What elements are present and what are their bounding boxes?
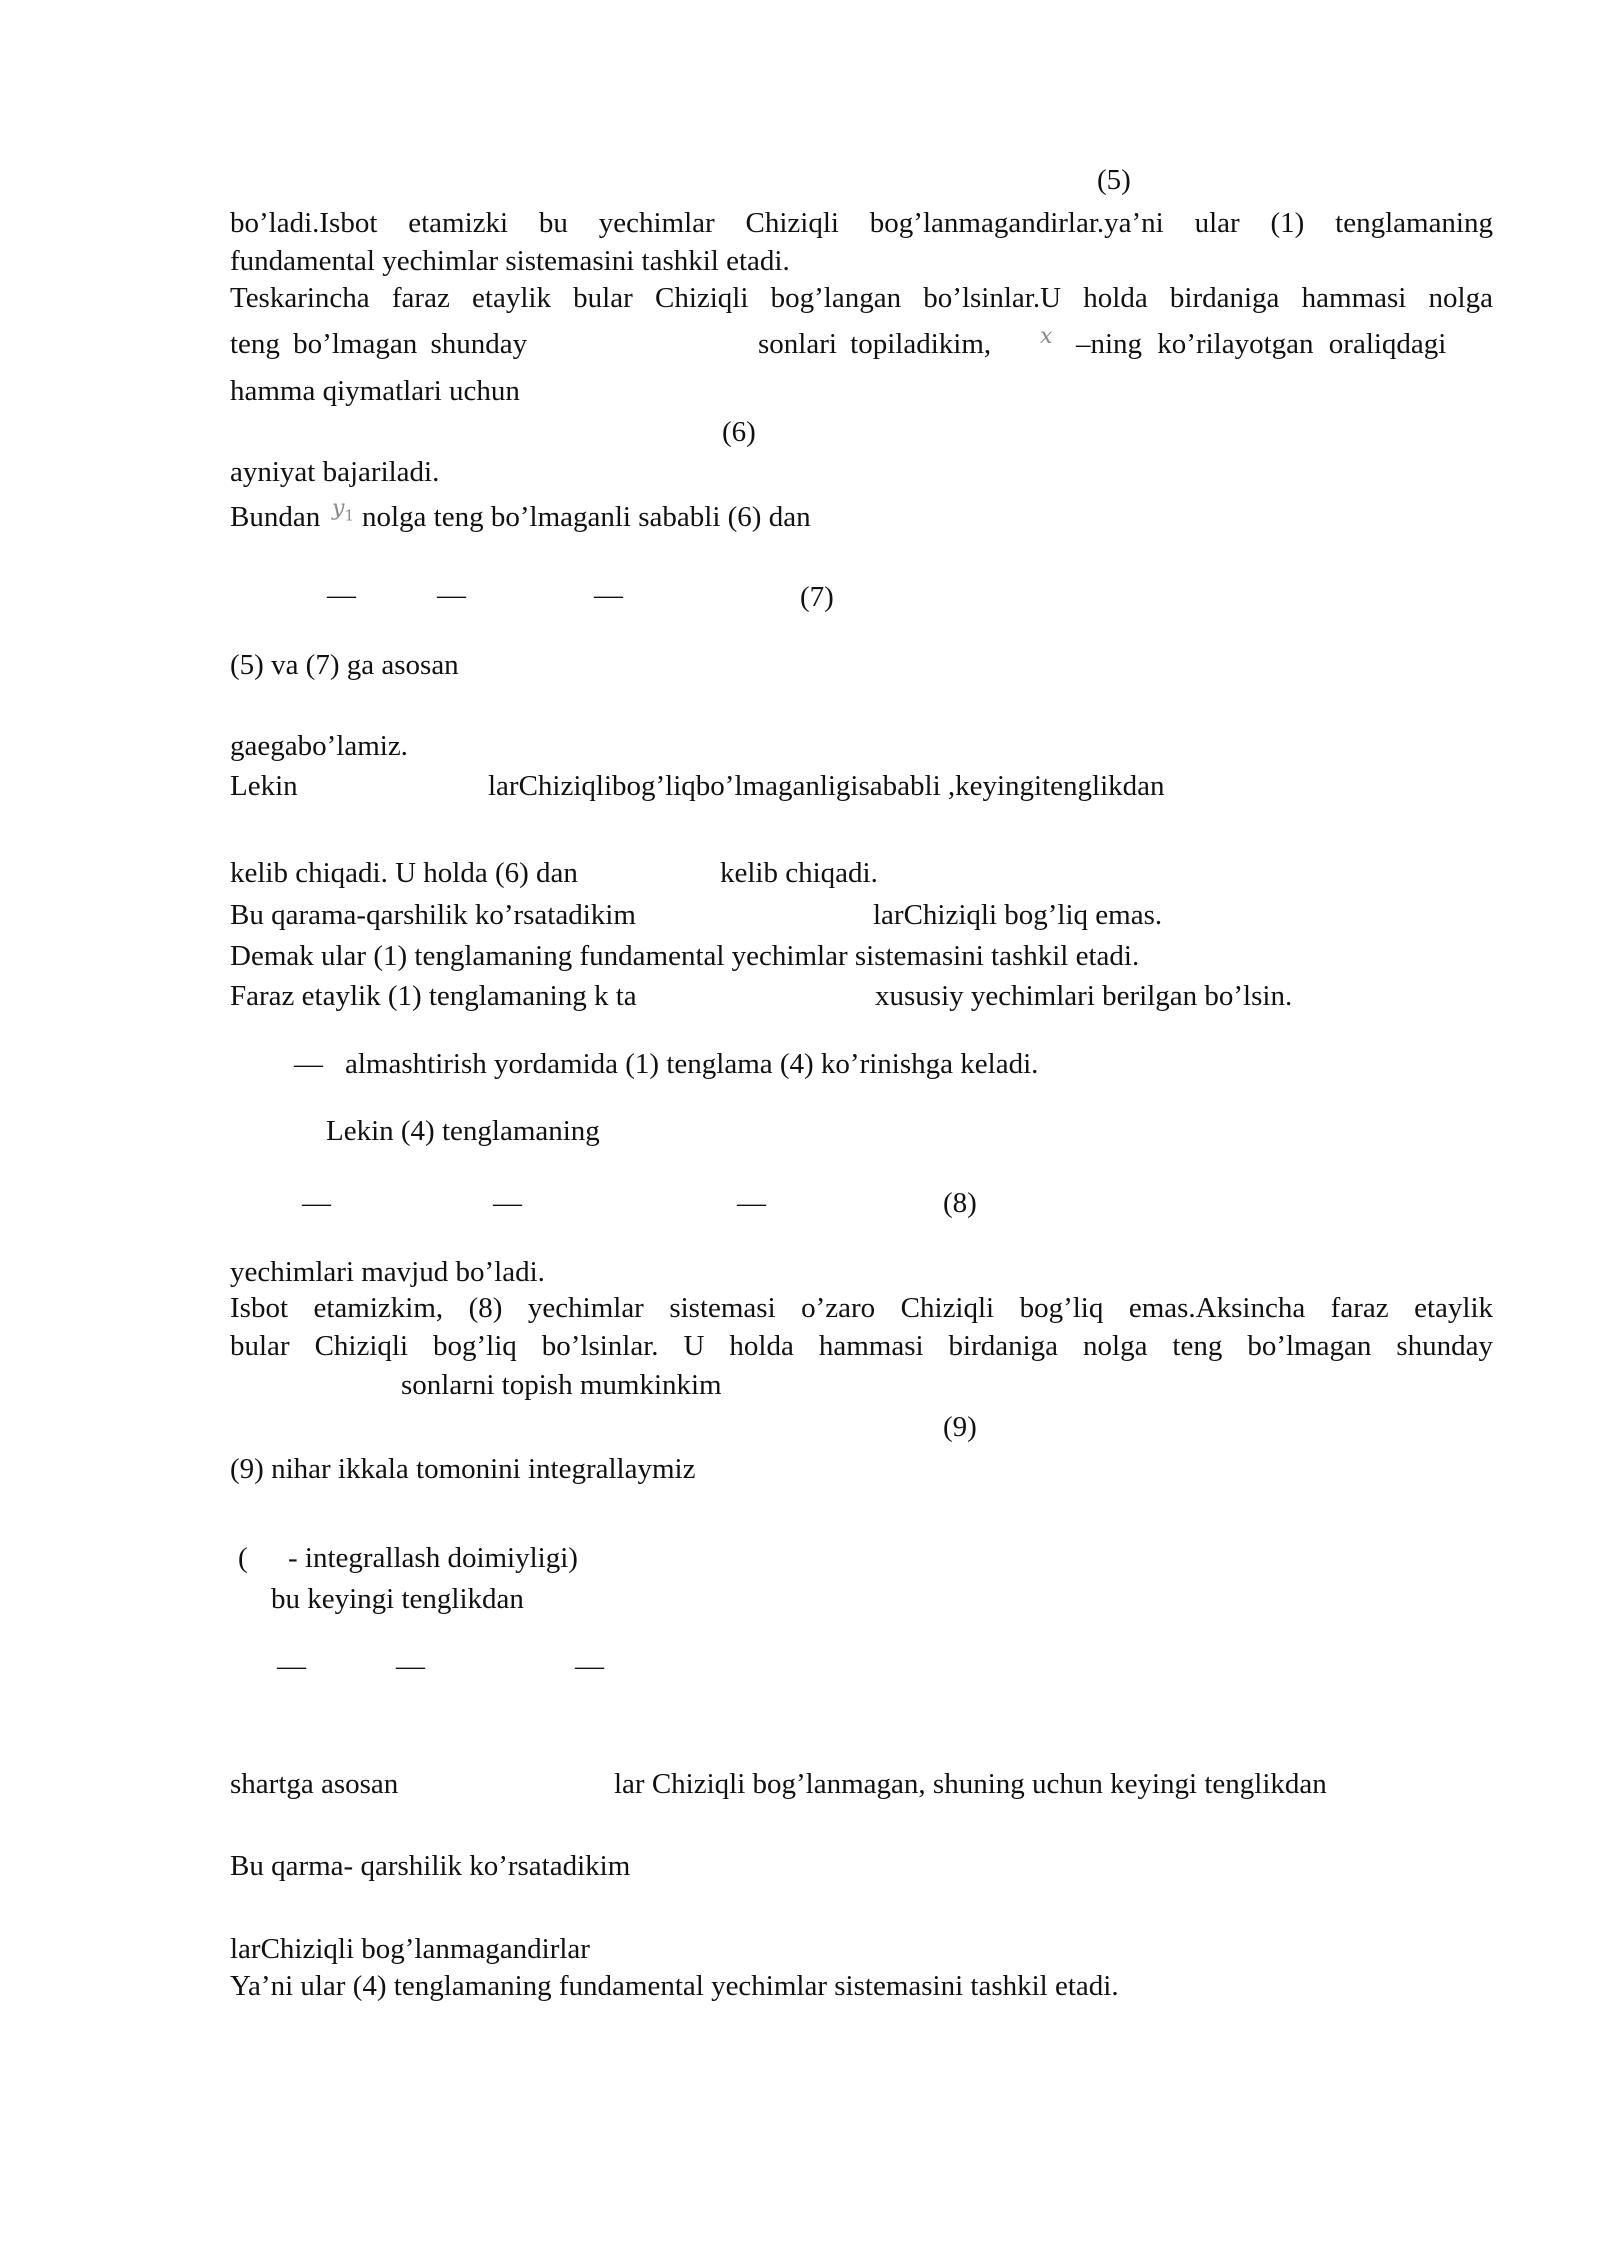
- paragraph-line-part: sonlari topiladikim,: [758, 328, 992, 360]
- fraction-bar: —: [493, 1187, 522, 1219]
- paragraph-line-part: larChiziqli bog’liq emas.: [873, 899, 1163, 931]
- paragraph-line-part: larChiziqlibog’liqbo’lmaganligisababli ,keyingitenglikdan: [488, 770, 1165, 802]
- paragraph-line: Ya’ni ular (4) tenglamaning fundamental yechimlar sistemasini tashkil etadi.: [230, 1970, 1119, 2002]
- paragraph-line: Bu qarma- qarshilik ko’rsatadikim: [230, 1850, 631, 1882]
- math-variable-y1: [332, 490, 354, 534]
- equation-number-9: (9): [943, 1411, 977, 1443]
- paragraph-line-part: kelib chiqadi. U holda (6) dan: [230, 857, 578, 889]
- fraction-bar: —: [294, 1048, 323, 1080]
- paragraph-line: bu keyingi tenglikdan: [271, 1583, 524, 1615]
- paragraph-line-part: nolga teng bo’lmaganli sababli (6) dan: [362, 501, 811, 533]
- paragraph-line-part: –ning ko’rilayotgan oraliqdagi: [1076, 328, 1447, 360]
- paragraph-line-part: shartga asosan: [230, 1768, 399, 1800]
- paragraph-line-part: - integrallash doimiyligi): [288, 1542, 578, 1574]
- paragraph-line: (9) nihar ikkala tomonini integrallaymiz: [230, 1453, 696, 1485]
- paragraph-line: ayniyat bajariladi.: [230, 456, 440, 488]
- fraction-bar: —: [327, 579, 356, 611]
- equation-number-7: (7): [800, 581, 834, 613]
- paragraph-line: bo’ladi.Isbot etamizki bu yechimlar Chiziqli bog’lanmagandirlar.ya’ni ular (1) tenglamaning: [230, 207, 1493, 239]
- math-variable-x: x: [1040, 324, 1053, 349]
- paragraph-line-part: Lekin: [230, 770, 298, 802]
- y1-base: y: [332, 496, 345, 521]
- paragraph-line-part: Faraz etaylik (1) tenglamaning k ta: [230, 980, 637, 1012]
- equation-number-8: (8): [943, 1187, 977, 1219]
- paragraph-line-part: Bundan: [230, 501, 321, 533]
- paragraph-line-part: lar Chiziqli bog’lanmagan, shuning uchun keyingi tenglikdan: [614, 1768, 1327, 1800]
- paragraph-line: larChiziqli bog’lanmagandirlar: [230, 1933, 590, 1965]
- paragraph-line: bular Chiziqli bog’liq bo’lsinlar. U holda hammasi birdaniga nolga teng bo’lmagan shunday: [230, 1330, 1493, 1362]
- fraction-bar: —: [737, 1187, 766, 1219]
- fraction-bar: —: [575, 1650, 604, 1682]
- paragraph-line: fundamental yechimlar sistemasini tashkil etadi.: [230, 245, 790, 277]
- paragraph-line-part: (: [238, 1542, 248, 1574]
- fraction-bar: —: [302, 1187, 331, 1219]
- paragraph-line-part: Bu qarama-qarshilik ko’rsatadikim: [230, 899, 636, 931]
- paragraph-line: gaegabo’lamiz.: [230, 730, 408, 762]
- paragraph-line: Lekin (4) tenglamaning: [326, 1115, 600, 1147]
- paragraph-line-part: almashtirish yordamida (1) tenglama (4) ko’rinishga keladi.: [345, 1048, 1039, 1080]
- paragraph-line: yechimlari mavjud bo’ladi.: [230, 1256, 545, 1288]
- paragraph-line: (5) va (7) ga asosan: [230, 649, 459, 681]
- paragraph-line: Teskarincha faraz etaylik bular Chiziqli bog’langan bo’lsinlar.U holda birdaniga hammasi nolga: [230, 282, 1493, 314]
- paragraph-line: Demak ular (1) tenglamaning fundamental yechimlar sistemasini tashkil etadi.: [230, 940, 1140, 972]
- paragraph-line-part: xususiy yechimlari berilgan bo’lsin.: [875, 980, 1293, 1012]
- y1-subscript: 1: [344, 506, 354, 525]
- paragraph-line: Isbot etamizkim, (8) yechimlar sistemasi o’zaro Chiziqli bog’liq emas.Aksincha faraz etaylik: [230, 1292, 1493, 1324]
- paragraph-line: sonlarni topish mumkinkim: [401, 1369, 722, 1401]
- fraction-bar: —: [437, 579, 466, 611]
- fraction-bar: —: [396, 1650, 425, 1682]
- paragraph-line-part: teng bo’lmagan shunday: [230, 328, 528, 360]
- paragraph-line: hamma qiymatlari uchun: [230, 375, 520, 407]
- fraction-bar: —: [277, 1650, 306, 1682]
- fraction-bar: —: [594, 579, 623, 611]
- equation-number-5: (5): [1097, 164, 1131, 196]
- equation-number-6: (6): [722, 416, 756, 448]
- paragraph-line-part: kelib chiqadi.: [720, 857, 878, 889]
